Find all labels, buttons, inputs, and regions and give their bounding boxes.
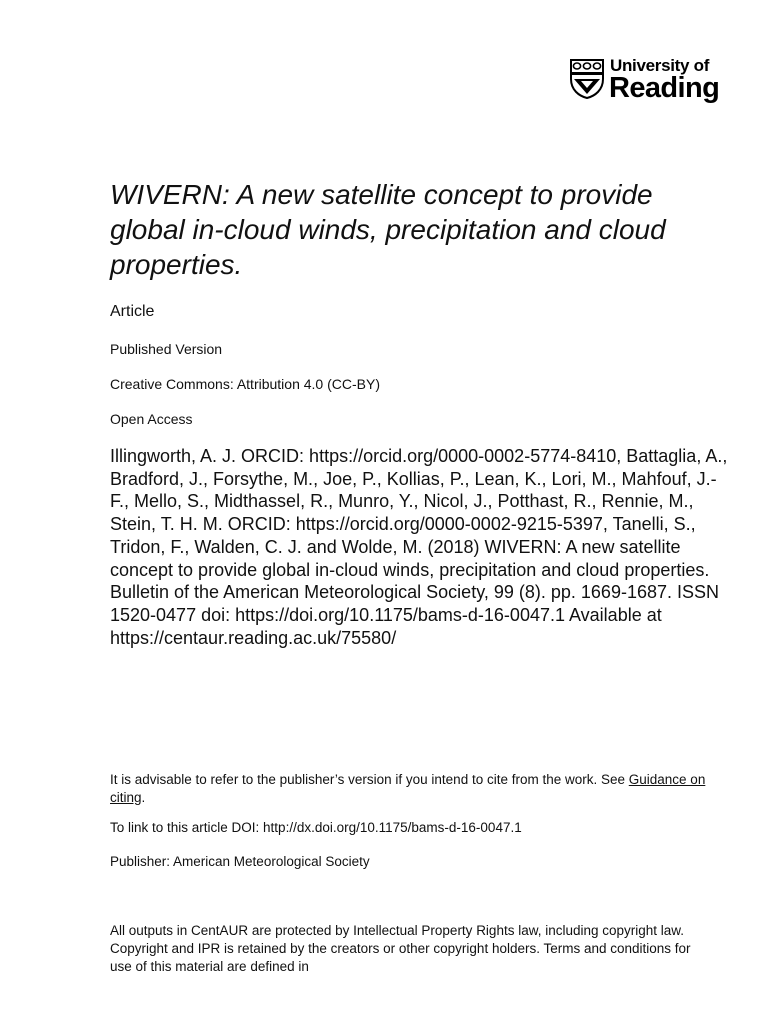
- item-type: Article: [110, 303, 155, 320]
- citation-advisory: [110, 771, 710, 807]
- logo-university-of: University of: [610, 56, 710, 75]
- citation: Illingworth, A. J. ORCID: https://orcid.org/0000-0002-5774-8410, Battaglia, A., Bradford, J., Forsythe, M., Joe, P., Kollias, P., Lean, K., Lori, M., Mahfouf, J.-F., Mello, S., Midthassel, R., Munro, Y., Nicol, J., Potthast, R., Rennie, M., Stein, T. H. M. ORCID: https://orcid.org/0000-0002-9215-5397, Tanelli, S., Tridon, F., Walden, C. J. and Wolde, M. (2018) WIVERN: A new satellite concept to provide global in-cloud winds, precipitation and cloud properties. Bulletin of the American Meteorological Society, 99 (8). pp. 1669-1687. ISSN 1520-0477 doi: https://doi.org/10.1175/bams-d-16-0047.1 Available at https://centaur.reading.ac.uk/75580/: [110, 446, 728, 648]
- advisory-text: It is advisable to refer to the publisher’s version if you intend to cite from the work. See: [110, 772, 629, 787]
- guidance-on-citing-link[interactable]: Guidance on citing: [110, 772, 706, 805]
- access-status: Open Access: [110, 411, 193, 427]
- license: Creative Commons: Attribution 4.0 (CC-BY): [110, 376, 380, 392]
- publisher: Publisher: American Meteorological Society: [110, 854, 370, 869]
- advisory-end: .: [141, 790, 146, 805]
- article-title: WIVERN: A new satellite concept to provide global in-cloud winds, precipitation and cloud properties.: [110, 179, 666, 280]
- doi-link-line: To link to this article DOI: http://dx.doi.org/10.1175/bams-d-16-0047.1: [110, 820, 522, 835]
- university-logo: [568, 57, 728, 105]
- rights-statement: All outputs in CentAUR are protected by Intellectual Property Rights law, including copyright law. Copyright and IPR is retained by the creators or other copyright holders. Terms and conditions for use of this material are defined in: [110, 923, 691, 974]
- university-crest-icon: [570, 59, 604, 99]
- logo-reading: Reading: [609, 72, 720, 104]
- version: Published Version: [110, 341, 223, 357]
